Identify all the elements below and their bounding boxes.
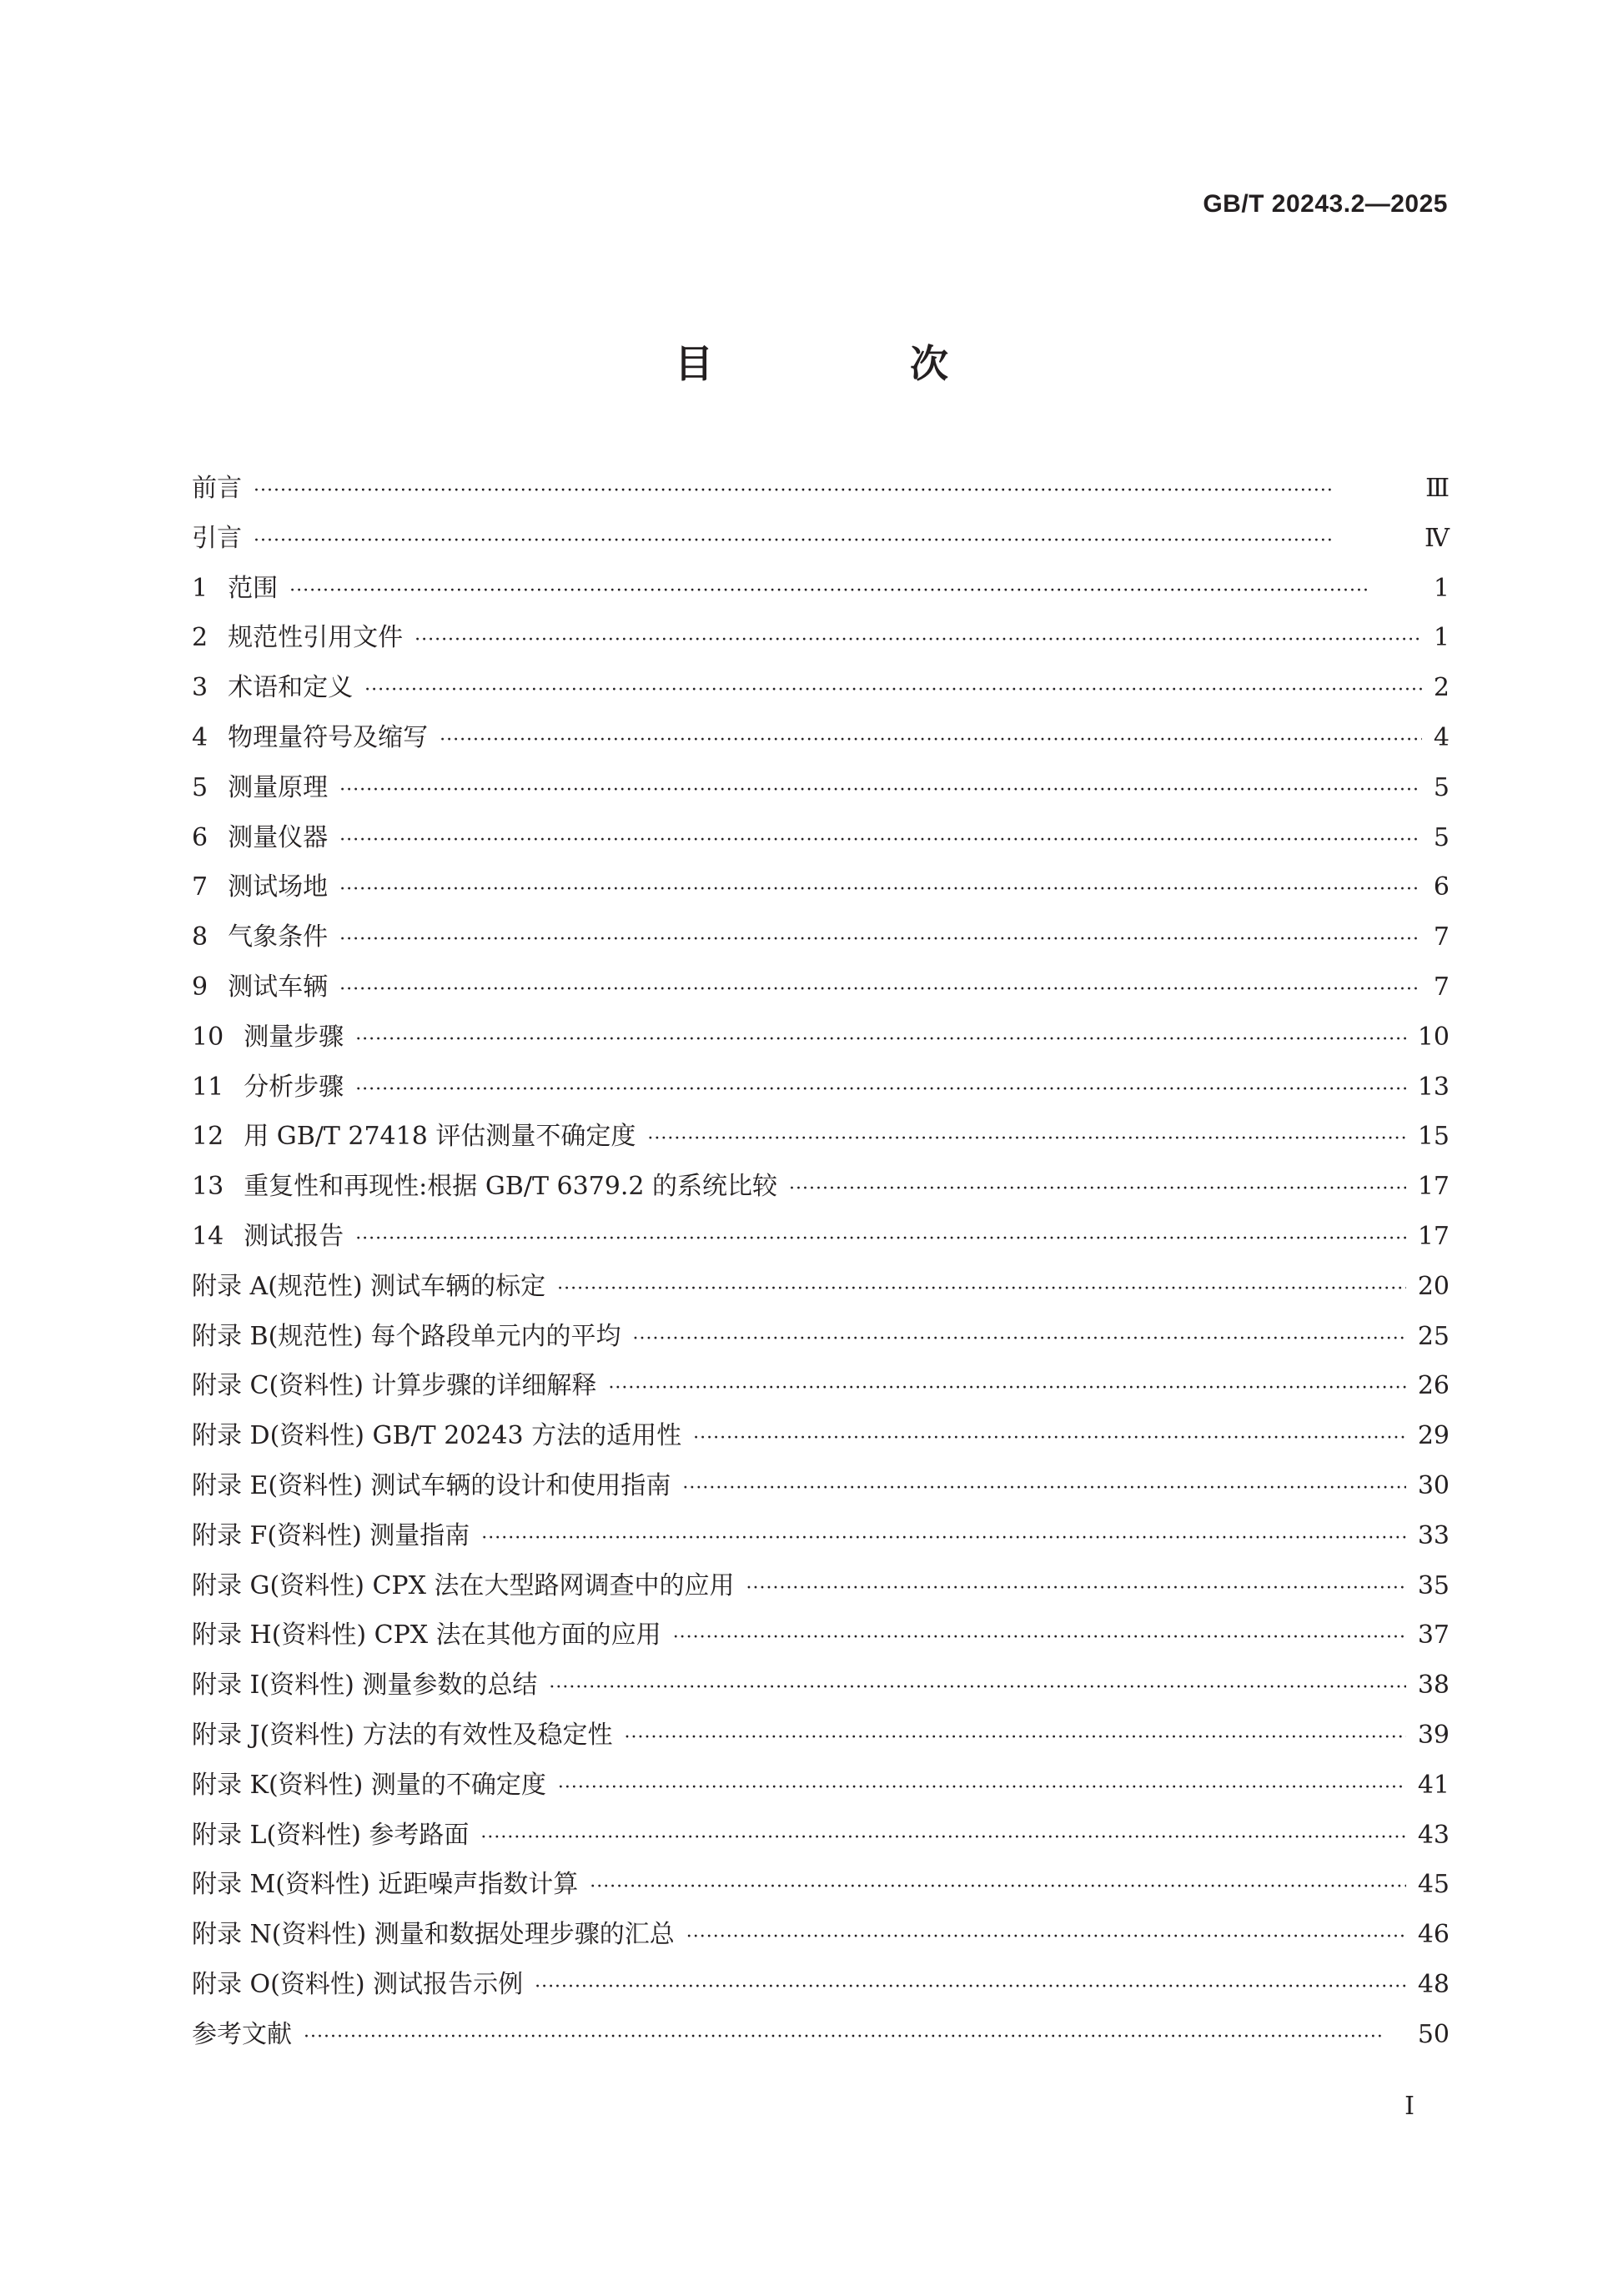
toc-entry-label: 附录 G(资料性) CPX 法在大型路网调查中的应用 — [192, 1570, 735, 1600]
toc-leader-dots — [355, 1214, 1406, 1264]
toc-leader-dots — [339, 766, 1422, 816]
toc-entry[interactable] — [192, 1511, 1450, 1561]
standard-code: GB/T 20243.2—2025 — [1203, 190, 1448, 218]
toc-entry-label: 测量步骤 — [244, 1022, 344, 1052]
toc-entry-number: 13 — [192, 1172, 224, 1202]
toc-entry-page: 7 — [1433, 972, 1450, 1002]
toc-leader-dots — [480, 1813, 1405, 1863]
toc-entry[interactable] — [192, 1212, 1450, 1262]
toc-entry-page: 37 — [1417, 1620, 1450, 1650]
toc-entry-label: 前言 — [192, 474, 242, 503]
toc-leader-dots — [557, 1264, 1406, 1314]
toc-leader-dots — [355, 1065, 1406, 1115]
toc-entry[interactable] — [192, 1162, 1450, 1212]
toc-leader-dots — [481, 1514, 1406, 1564]
toc-entry-label: 用 GB/T 27418 评估测量不确定度 — [244, 1122, 636, 1152]
toc-entry-number: 5 — [192, 772, 209, 802]
table-of-contents — [192, 464, 1450, 2060]
toc-entry-page: 39 — [1417, 1720, 1450, 1750]
toc-entry[interactable] — [192, 464, 1450, 514]
toc-entry-label: 测试报告 — [244, 1221, 344, 1251]
toc-entry-page: 30 — [1417, 1470, 1450, 1500]
toc-entry-label: 附录 J(资料性) 方法的有效性及稳定性 — [192, 1720, 613, 1750]
toc-entry-page: 45 — [1417, 1870, 1450, 1900]
toc-entry-page: 2 — [1433, 673, 1450, 703]
toc-entry-page: 17 — [1417, 1221, 1450, 1251]
toc-leader-dots — [590, 1862, 1406, 1912]
toc-entry-label: 测量原理 — [228, 772, 329, 802]
toc-entry-label: 附录 I(资料性) 测量参数的总结 — [192, 1671, 538, 1701]
toc-entry[interactable] — [192, 2010, 1450, 2060]
toc-leader-dots — [339, 816, 1422, 866]
toc-leader-dots — [355, 1015, 1406, 1065]
toc-entry[interactable] — [192, 663, 1450, 713]
toc-entry-label: 规范性引用文件 — [228, 623, 404, 653]
toc-entry-label: 附录 D(资料性) GB/T 20243 方法的适用性 — [192, 1421, 682, 1451]
toc-leader-dots — [647, 1114, 1405, 1164]
toc-leader-dots — [535, 1962, 1406, 2012]
toc-entry-label: 附录 O(资料性) 测试报告示例 — [192, 1969, 524, 1999]
toc-entry-label: 附录 H(资料性) CPX 法在其他方面的应用 — [192, 1620, 661, 1650]
toc-entry-page: 25 — [1417, 1321, 1450, 1351]
toc-entry[interactable] — [192, 962, 1450, 1012]
toc-entry-label: 物理量符号及缩写 — [228, 722, 429, 752]
toc-entry[interactable] — [192, 1711, 1450, 1761]
toc-leader-dots — [339, 965, 1422, 1015]
toc-entry-page: 29 — [1417, 1421, 1450, 1451]
toc-entry-label: 重复性和再现性:根据 GB/T 6379.2 的系统比较 — [244, 1172, 778, 1202]
toc-entry[interactable] — [192, 1063, 1450, 1113]
toc-entry-label: 参考文献 — [192, 2019, 292, 2049]
page-title: 目 次 — [674, 341, 1040, 386]
toc-leader-dots — [682, 1464, 1405, 1514]
toc-entry[interactable] — [192, 862, 1450, 912]
toc-entry-label: 附录 M(资料性) 近距噪声指数计算 — [192, 1870, 579, 1900]
toc-entry[interactable] — [192, 912, 1450, 962]
toc-leader-dots — [339, 865, 1422, 915]
toc-entry-page: 13 — [1417, 1072, 1450, 1102]
toc-entry-page: 38 — [1417, 1671, 1450, 1701]
toc-entry-page: 1 — [1433, 573, 1450, 603]
toc-entry-number: 6 — [192, 822, 209, 852]
toc-entry-page: Ⅲ — [1425, 474, 1450, 503]
toc-entry-page: 10 — [1417, 1022, 1450, 1052]
toc-entry[interactable] — [192, 1761, 1450, 1811]
toc-entry-label: 附录 K(资料性) 测量的不确定度 — [192, 1770, 546, 1800]
toc-leader-dots — [440, 716, 1422, 766]
toc-leader-dots — [686, 1912, 1406, 1962]
toc-entry-number: 11 — [192, 1072, 224, 1102]
toc-entry-number: 8 — [192, 922, 209, 952]
toc-entry-number: 2 — [192, 623, 209, 653]
toc-entry[interactable] — [192, 1860, 1450, 1910]
toc-entry-page: 6 — [1433, 872, 1450, 902]
toc-leader-dots — [549, 1663, 1405, 1713]
toc-entry-label: 测试场地 — [228, 872, 329, 902]
toc-entry-label: 附录 F(资料性) 测量指南 — [192, 1520, 470, 1550]
toc-entry-label: 附录 E(资料性) 测试车辆的设计和使用指南 — [192, 1470, 671, 1500]
toc-entry-number: 14 — [192, 1221, 224, 1251]
toc-entry-page: 20 — [1417, 1271, 1450, 1301]
toc-entry-number: 1 — [192, 573, 209, 603]
toc-leader-dots — [633, 1314, 1406, 1364]
toc-entry-page: 50 — [1417, 2019, 1450, 2049]
toc-entry[interactable] — [192, 1312, 1450, 1362]
toc-entry-page: 1 — [1433, 623, 1450, 653]
toc-entry-number: 3 — [192, 673, 209, 703]
toc-leader-dots — [789, 1164, 1406, 1214]
toc-entry-page: 15 — [1417, 1122, 1450, 1152]
toc-leader-dots — [289, 566, 1422, 616]
toc-entry-page: 26 — [1417, 1371, 1450, 1401]
toc-entry[interactable] — [192, 1012, 1450, 1063]
toc-entry[interactable] — [192, 1411, 1450, 1461]
toc-leader-dots — [364, 666, 1422, 716]
toc-entry-page: 4 — [1433, 722, 1450, 752]
toc-entry[interactable] — [192, 1610, 1450, 1660]
page-number: I — [1404, 2092, 1414, 2121]
toc-entry[interactable] — [192, 1561, 1450, 1611]
toc-entry-label: 测试车辆 — [228, 972, 329, 1002]
toc-entry-label: 附录 L(资料性) 参考路面 — [192, 1820, 470, 1850]
toc-entry-number: 7 — [192, 872, 209, 902]
toc-entry-label: 附录 C(资料性) 计算步骤的详细解释 — [192, 1371, 597, 1401]
toc-entry-page: 48 — [1417, 1969, 1450, 1999]
toc-entry[interactable] — [192, 813, 1450, 863]
toc-entry-page: 5 — [1433, 772, 1450, 802]
toc-entry-number: 12 — [192, 1122, 224, 1152]
toc-entry-page: Ⅳ — [1425, 523, 1450, 553]
toc-leader-dots — [304, 2012, 1406, 2062]
toc-entry[interactable] — [192, 1361, 1450, 1411]
toc-leader-dots — [673, 1613, 1406, 1663]
toc-entry[interactable] — [192, 713, 1450, 763]
toc-entry[interactable] — [192, 1660, 1450, 1711]
toc-entry[interactable] — [192, 1960, 1450, 2010]
toc-entry[interactable] — [192, 514, 1450, 564]
toc-entry[interactable] — [192, 1112, 1450, 1162]
toc-entry[interactable] — [192, 613, 1450, 663]
toc-entry-number: 9 — [192, 972, 209, 1002]
toc-entry-number: 4 — [192, 722, 209, 752]
toc-entry-page: 43 — [1417, 1820, 1450, 1850]
toc-entry-label: 气象条件 — [228, 922, 329, 952]
toc-entry[interactable] — [192, 763, 1450, 813]
toc-entry-number: 10 — [192, 1022, 224, 1052]
toc-leader-dots — [339, 915, 1422, 965]
toc-entry[interactable] — [192, 1461, 1450, 1511]
toc-entry-label: 附录 A(规范性) 测试车辆的标定 — [192, 1271, 546, 1301]
toc-entry-page: 7 — [1433, 922, 1450, 952]
toc-entry[interactable] — [192, 1910, 1450, 1960]
toc-leader-dots — [254, 516, 1413, 566]
toc-entry-label: 附录 N(资料性) 测量和数据处理步骤的汇总 — [192, 1920, 675, 1950]
toc-leader-dots — [625, 1713, 1406, 1763]
toc-entry[interactable] — [192, 1811, 1450, 1861]
toc-entry[interactable] — [192, 1262, 1450, 1312]
toc-entry-page: 35 — [1417, 1570, 1450, 1600]
toc-leader-dots — [558, 1763, 1406, 1813]
toc-leader-dots — [608, 1364, 1405, 1414]
toc-entry-page: 46 — [1417, 1920, 1450, 1950]
toc-entry-label: 术语和定义 — [228, 673, 354, 703]
toc-entry-label: 分析步骤 — [244, 1072, 344, 1102]
toc-leader-dots — [415, 615, 1422, 666]
toc-leader-dots — [746, 1564, 1405, 1614]
toc-entry-label: 范围 — [228, 573, 279, 603]
toc-entry-page: 17 — [1417, 1172, 1450, 1202]
toc-entry-page: 5 — [1433, 822, 1450, 852]
toc-leader-dots — [693, 1414, 1406, 1464]
toc-entry-page: 41 — [1417, 1770, 1450, 1800]
toc-entry[interactable] — [192, 564, 1450, 614]
toc-entry-page: 33 — [1417, 1520, 1450, 1550]
toc-entry-label: 附录 B(规范性) 每个路段单元内的平均 — [192, 1321, 621, 1351]
toc-leader-dots — [254, 466, 1414, 516]
toc-entry-label: 引言 — [192, 523, 242, 553]
toc-entry-label: 测量仪器 — [228, 822, 329, 852]
